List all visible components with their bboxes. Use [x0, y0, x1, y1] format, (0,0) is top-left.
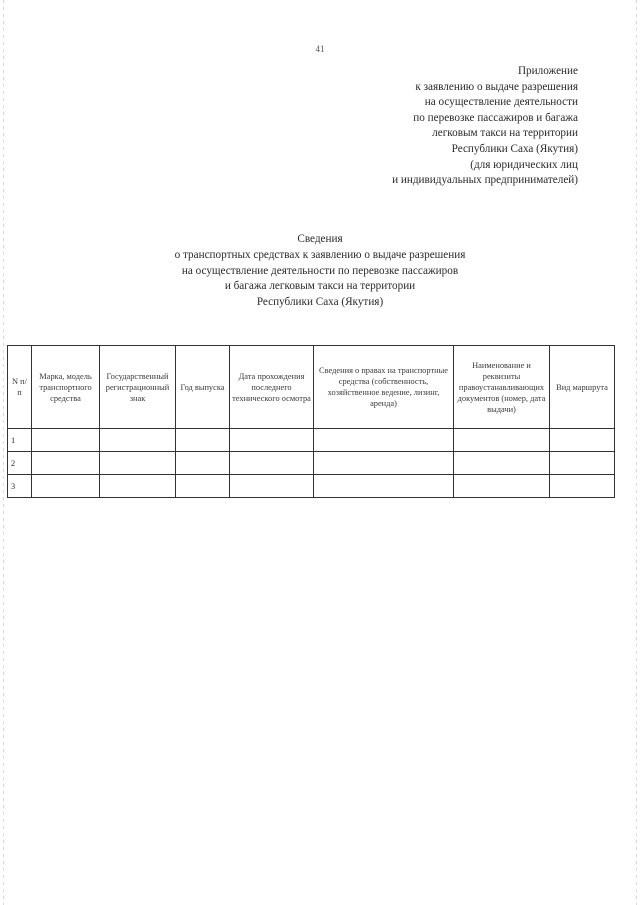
table-cell	[32, 475, 100, 498]
table-cell	[550, 475, 615, 498]
title-line: о транспортных средствах к заявлению о выдаче разрешения	[174, 248, 466, 261]
table-cell	[230, 475, 314, 498]
col-header-inspection-date: Дата прохождения последнего технического осмотра	[230, 346, 314, 429]
table-row	[8, 475, 615, 498]
col-header-title-documents: Наименование и реквизиты правоустанавливающих документов (номер, дата выдачи)	[454, 346, 550, 429]
col-header-model: Марка, модель транспортного средства	[32, 346, 100, 429]
table-row	[8, 429, 615, 452]
col-header-ownership-rights: Сведения о правах на транспортные средства (собственность, хозяйственное ведение, лизинг, аренда)	[314, 346, 454, 429]
table-cell	[32, 452, 100, 475]
appendix-line: легковым такси на территории	[432, 127, 578, 140]
appendix-block	[392, 64, 578, 189]
title-line: на осуществление деятельности по перевозке пассажиров	[181, 264, 459, 277]
vehicles-table	[7, 345, 615, 498]
appendix-line: по перевозке пассажиров и багажа	[413, 111, 578, 124]
row-number: 3	[8, 475, 32, 498]
col-header-number: N п/п	[8, 346, 32, 429]
row-number: 2	[8, 452, 32, 475]
appendix-line: и индивидуальных предпринимателей)	[392, 174, 578, 187]
col-header-route-type: Вид маршрута	[550, 346, 615, 429]
table-cell	[230, 429, 314, 452]
title-line: Республики Саха (Якутия)	[256, 296, 384, 309]
col-header-year: Год выпуска	[176, 346, 230, 429]
row-number: 1	[8, 429, 32, 452]
table-header-row	[8, 346, 615, 429]
appendix-line: на осуществление деятельности	[424, 96, 578, 109]
table-cell	[176, 452, 230, 475]
appendix-line: Республики Саха (Якутия)	[451, 142, 578, 155]
title-line: и багажа легковым такси на территории	[224, 280, 416, 293]
appendix-line: к заявлению о выдаче разрешения	[415, 80, 578, 93]
appendix-line: (для юридических лиц	[470, 158, 578, 171]
document-title	[0, 232, 640, 311]
table-cell	[100, 452, 176, 475]
table-row	[8, 452, 615, 475]
table-cell	[230, 452, 314, 475]
table-cell	[314, 475, 454, 498]
table-cell	[454, 452, 550, 475]
right-scan-edge	[636, 0, 637, 905]
left-scan-edge	[3, 0, 4, 905]
table-cell	[176, 429, 230, 452]
title-heading: Сведения	[297, 233, 343, 245]
table-cell	[454, 475, 550, 498]
table-cell	[100, 429, 176, 452]
col-header-reg-plate: Государственный регистрационный знак	[100, 346, 176, 429]
table-cell	[550, 429, 615, 452]
appendix-line: Приложение	[517, 65, 578, 77]
page-number: 41	[315, 44, 325, 54]
table-cell	[100, 475, 176, 498]
table-cell	[176, 475, 230, 498]
table-cell	[550, 452, 615, 475]
table-cell	[32, 429, 100, 452]
table-cell	[454, 429, 550, 452]
table-cell	[314, 429, 454, 452]
table-cell	[314, 452, 454, 475]
